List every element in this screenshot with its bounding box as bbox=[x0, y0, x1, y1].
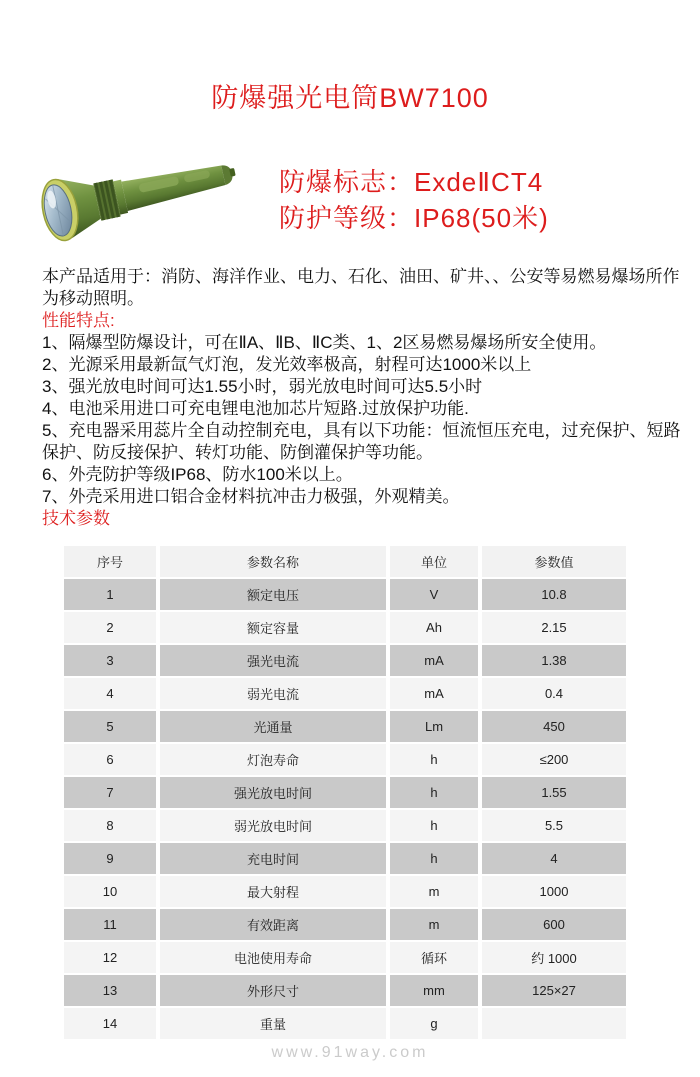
table-cell: 10.8 bbox=[482, 579, 626, 610]
table-cell: 2.15 bbox=[482, 612, 626, 643]
feature-item: 5、充电器采用蕊片全自动控制充电，具有以下功能：恒流恒压充电，过充保护、短路保护、防反接保护、转灯功能、防倒灌保护等功能。 bbox=[42, 421, 681, 462]
table-cell: 弱光电流 bbox=[160, 678, 386, 709]
table-cell: 1 bbox=[64, 579, 156, 610]
certification-block bbox=[279, 164, 549, 236]
table-cell: g bbox=[390, 1008, 478, 1039]
table-cell: 13 bbox=[64, 975, 156, 1006]
feature-item: 2、光源采用最新氙气灯泡，发光效率极高，射程可达1000米以上 bbox=[42, 355, 532, 374]
table-cell: 强光放电时间 bbox=[160, 777, 386, 808]
table-cell: 0.4 bbox=[482, 678, 626, 709]
table-cell: 弱光放电时间 bbox=[160, 810, 386, 841]
product-image bbox=[30, 146, 248, 260]
table-cell: 充电时间 bbox=[160, 843, 386, 874]
table-cell: Lm bbox=[390, 711, 478, 742]
watermark: www.91way.com bbox=[271, 1044, 429, 1061]
table-header-cell: 参数名称 bbox=[160, 546, 386, 577]
table-cell: 约 1000 bbox=[482, 942, 626, 973]
table-cell: 强光电流 bbox=[160, 645, 386, 676]
table-cell: 125×27 bbox=[482, 975, 626, 1006]
table-cell: 12 bbox=[64, 942, 156, 973]
table-cell: 9 bbox=[64, 843, 156, 874]
table-header-cell: 参数值 bbox=[482, 546, 626, 577]
flashlight-image bbox=[30, 146, 248, 260]
feature-item: 7、外壳采用进口铝合金材料抗冲击力极强，外观精美。 bbox=[42, 487, 460, 506]
table-cell: 重量 bbox=[160, 1008, 386, 1039]
table-cell: 循环 bbox=[390, 942, 478, 973]
table-cell: h bbox=[390, 810, 478, 841]
table-cell: ≤200 bbox=[482, 744, 626, 775]
table-cell: Ah bbox=[390, 612, 478, 643]
table-cell: 5.5 bbox=[482, 810, 626, 841]
table-cell: 600 bbox=[482, 909, 626, 940]
table-cell: 光通量 bbox=[160, 711, 386, 742]
table-cell: 有效距离 bbox=[160, 909, 386, 940]
table-cell: 1000 bbox=[482, 876, 626, 907]
protection-rating: 防护等级：IP68(50米) bbox=[279, 203, 549, 233]
table-cell: 4 bbox=[64, 678, 156, 709]
table-cell: 2 bbox=[64, 612, 156, 643]
table-cell: 5 bbox=[64, 711, 156, 742]
description-block bbox=[42, 266, 684, 530]
table-cell: 8 bbox=[64, 810, 156, 841]
explosion-proof-mark: 防爆标志：ExdeⅡCT4 bbox=[279, 167, 544, 197]
table-cell: 14 bbox=[64, 1008, 156, 1039]
table-cell: 7 bbox=[64, 777, 156, 808]
table-cell: h bbox=[390, 777, 478, 808]
table-cell: 电池使用寿命 bbox=[160, 942, 386, 973]
table-cell: 最大射程 bbox=[160, 876, 386, 907]
table-cell: V bbox=[390, 579, 478, 610]
table-cell: m bbox=[390, 876, 478, 907]
table-cell: mm bbox=[390, 975, 478, 1006]
intro-paragraph: 本产品适用于：消防、海洋作业、电力、石化、油田、矿井、、公安等易燃易爆场所作为移动照明。 bbox=[42, 267, 680, 308]
table-cell: mA bbox=[390, 645, 478, 676]
table-cell: 4 bbox=[482, 843, 626, 874]
table-cell: 11 bbox=[64, 909, 156, 940]
table-cell: 10 bbox=[64, 876, 156, 907]
feature-item: 6、外壳防护等级IP68、防水100米以上。 bbox=[42, 465, 353, 484]
table-cell: 1.38 bbox=[482, 645, 626, 676]
tech-params-heading: 技术参数 bbox=[42, 509, 110, 528]
table-cell: 额定电压 bbox=[160, 579, 386, 610]
table-cell bbox=[482, 1008, 626, 1039]
feature-item: 1、隔爆型防爆设计，可在ⅡA、ⅡB、ⅡC类、1、2区易燃易爆场所安全使用。 bbox=[42, 333, 607, 352]
page-title: 防爆强光电筒BW7100 bbox=[211, 83, 489, 113]
table-cell: m bbox=[390, 909, 478, 940]
table-cell: 1.55 bbox=[482, 777, 626, 808]
table-cell: h bbox=[390, 843, 478, 874]
features-heading: 性能特点: bbox=[42, 311, 115, 330]
table-cell: mA bbox=[390, 678, 478, 709]
table-cell: 450 bbox=[482, 711, 626, 742]
table-header-cell: 单位 bbox=[390, 546, 478, 577]
table-cell: 额定容量 bbox=[160, 612, 386, 643]
table-cell: 6 bbox=[64, 744, 156, 775]
table-cell: 3 bbox=[64, 645, 156, 676]
table-cell: h bbox=[390, 744, 478, 775]
table-cell: 灯泡寿命 bbox=[160, 744, 386, 775]
parameters-table bbox=[64, 546, 626, 1039]
table-header-cell: 序号 bbox=[64, 546, 156, 577]
table-cell: 外形尺寸 bbox=[160, 975, 386, 1006]
feature-item: 3、强光放电时间可达1.55小时，弱光放电时间可达5.5小时 bbox=[42, 377, 483, 396]
feature-item: 4、电池采用进口可充电锂电池加芯片短路.过放保护功能. bbox=[42, 399, 469, 418]
